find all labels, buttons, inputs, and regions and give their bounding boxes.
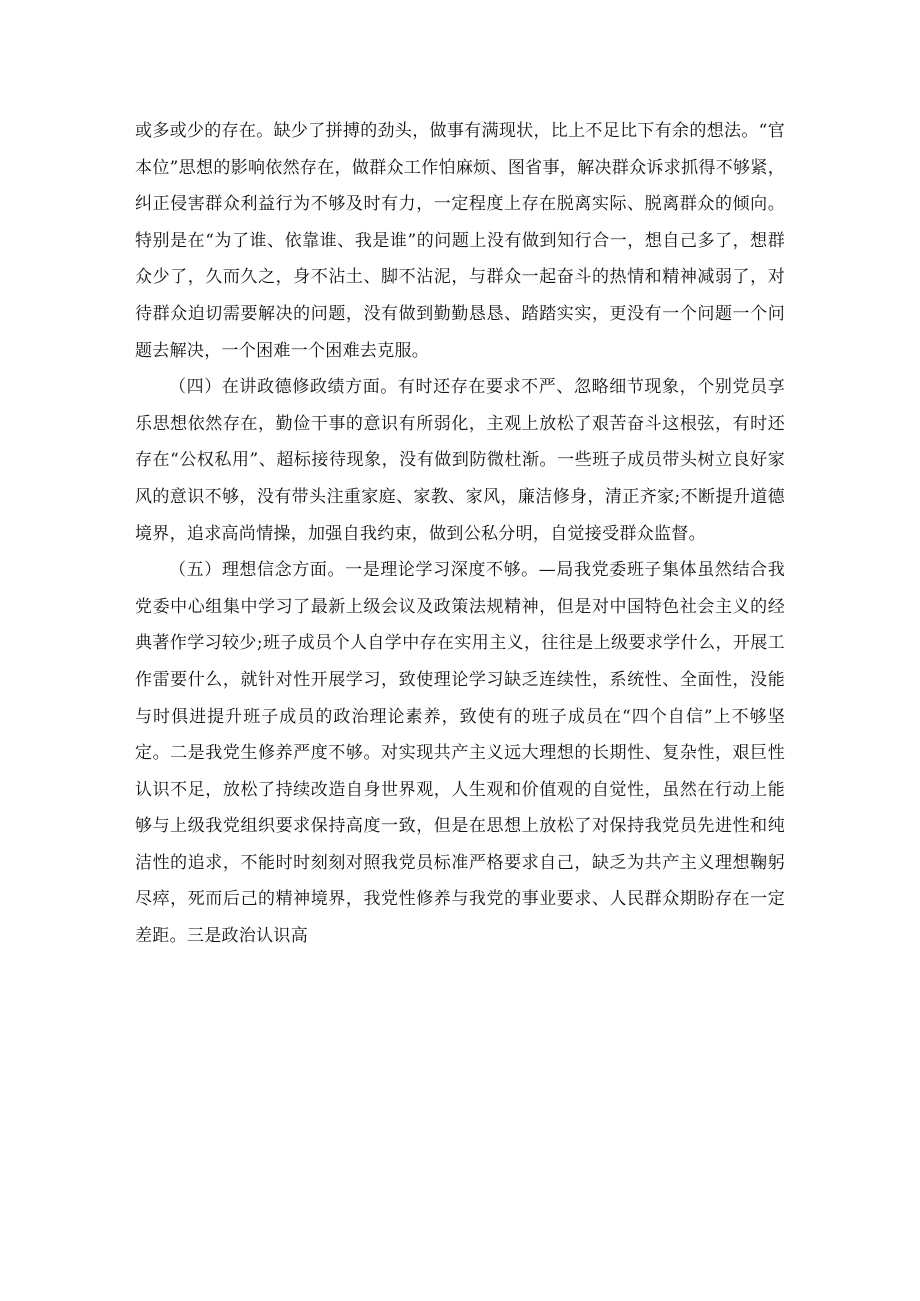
- document-body: [135, 113, 785, 955]
- paragraph-section-four: （四）在讲政德修政绩方面。有时还存在要求不严、忽略细节现象，个别党员享乐思想依然存在，勤俭干事的意识有所弱化，主观上放松了艰苦奋斗这根弦，有时还存在“公权私用”、超标接待现象，没有做到防微杜渐。一些班子成员带头树立良好家风的意识不够，没有带头注重家庭、家教、家风，廉洁修身，清正齐家;不断提升道德境界，追求高尚情操，加强自我约束，做到公私分明，自觉接受群众监督。: [135, 377, 785, 544]
- paragraph-section-five: （五）理想信念方面。一是理论学习深度不够。—局我党委班子集体虽然结合我党委中心组集中学习了最新上级会议及政策法规精神，但是对中国特色社会主义的经典著作学习较少;班子成员个人自学中存在实用主义，往往是上级要求学什么，开展工作雷要什么，就针对性开展学习，致使理论学习缺乏连续性，系统性、全面性，没能与时俱进提升班子成员的政治理论素养，致使有的班子成员在“四个自信”上不够坚定。二是我党生修养严度不够。对实现共产主义远大理想的长期性、复杂性，艰巨性认识不足，放松了持续改造自身世界观，人生观和价值观的自觉性，虽然在行动上能够与上级我党组织要求保持高度一致，但是在思想上放松了对保持我党员先进性和纯洁性的追求，不能时时刻刻对照我党员标准严格要求自己，缺乏为共产主义理想鞠躬尽瘁，死而后己的精神境界，我党性修养与我党的事业要求、人民群众期盼存在一定差距。三是政治认识高: [135, 560, 785, 947]
- paragraph-continuation: 或多或少的存在。缺少了拼搏的劲头，做事有满现状，比上不足比下有余的想法。“官本位”思想的影响依然存在，做群众工作怕麻烦、图省事，解决群众诉求抓得不够紧，纠正侵害群众利益行为不够及时有力，一定程度上存在脱离实际、脱离群众的倾向。特别是在“为了谁、依靠谁、我是谁”的问题上没有做到知行合一，想自己多了，想群众少了，久而久之，身不沾土、脚不沾泥，与群众一起奋斗的热情和精神减弱了，对待群众迫切需要解决的问题，没有做到勤勤恳恳、踏踏实实，更没有一个问题一个问题去解决，一个困难一个困难去克服。: [135, 121, 785, 361]
